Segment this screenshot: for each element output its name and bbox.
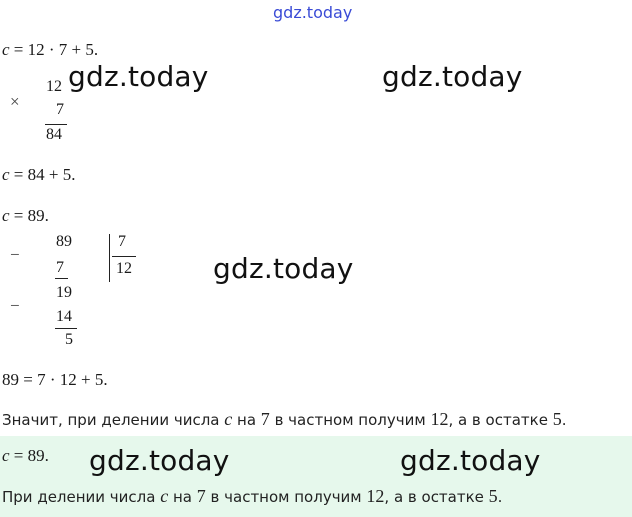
partial-remainder: 19: [56, 284, 72, 301]
multiplier: 7: [56, 101, 64, 118]
product: 84: [46, 126, 62, 143]
watermark: gdz.today: [213, 252, 354, 285]
remainder: 5: [65, 331, 73, 348]
watermark: gdz.today: [89, 444, 230, 477]
subtrahend-1: 7: [56, 259, 64, 276]
watermark: gdz.today: [68, 60, 209, 93]
dividend: 89: [56, 233, 72, 250]
variable-c: c: [2, 165, 10, 184]
divisor: 7: [118, 233, 126, 250]
variable-c: c: [2, 446, 10, 465]
multiply-rule: [45, 124, 67, 125]
site-logo: gdz.today: [273, 3, 353, 22]
answer-equation: [2, 446, 49, 466]
check-equation: 89 = 7 · 12 + 5.: [2, 370, 108, 389]
equation-line-3: [2, 206, 49, 226]
quotient-rule: [112, 256, 136, 257]
multiplicand: 12: [46, 78, 62, 95]
conclusion-text: Значит, при делении числа c на 7 в частном получим 12, а в остатке 5.: [2, 409, 567, 429]
watermark: gdz.today: [382, 60, 523, 93]
equation-rhs: = 89.: [9, 206, 49, 225]
variable-c: c: [2, 40, 10, 59]
division-rule-1: [55, 278, 68, 279]
answer-text: При делении числа c на 7 в частном получим 12, а в остатке 5.: [2, 486, 503, 506]
variable-c: c: [2, 206, 10, 225]
equation-rhs: = 84 + 5.: [9, 165, 76, 184]
multiply-sign: ×: [10, 92, 20, 111]
watermark: gdz.today: [400, 444, 541, 477]
minus-sign-2: −: [10, 296, 20, 315]
quotient: 12: [116, 260, 132, 277]
equation-line-1: [2, 40, 98, 60]
equation-rhs: = 89.: [9, 446, 49, 465]
minus-sign-1: −: [10, 245, 20, 264]
division-bar: [109, 234, 110, 282]
equation-line-2: [2, 165, 75, 185]
equation-rhs: = 12 · 7 + 5.: [9, 40, 99, 59]
division-rule-2: [55, 328, 77, 329]
subtrahend-2: 14: [56, 308, 72, 325]
